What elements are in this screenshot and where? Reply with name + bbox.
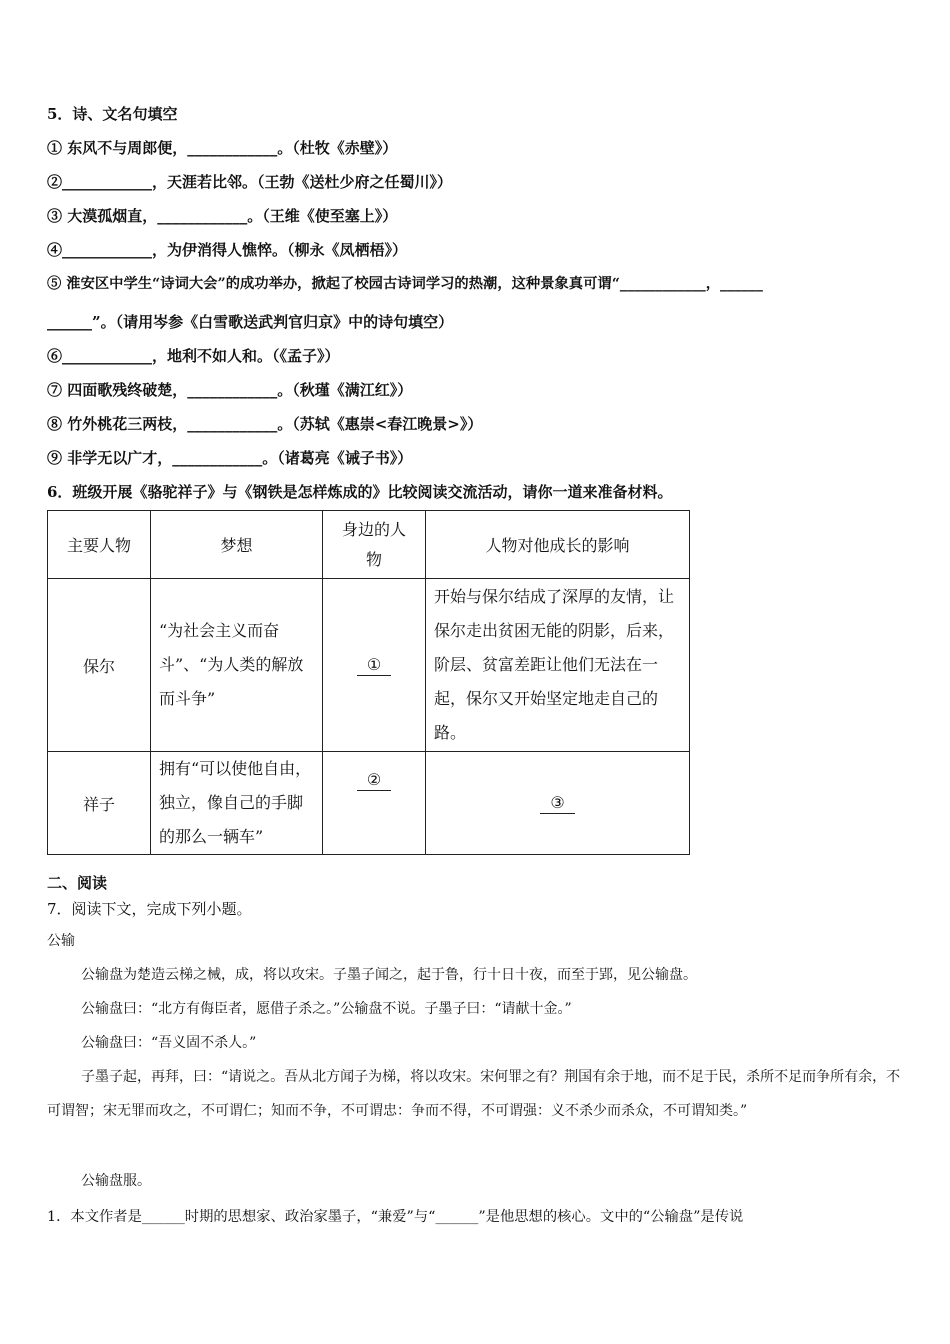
header-companion: 身边的人物	[323, 511, 426, 579]
q5-item-1: ① 东风不与周郎便，____________。（杜牧《赤壁》）	[47, 139, 398, 157]
q5-item-7: ⑦ 四面歌残终破楚，____________。（秋瑾《满江红》）	[47, 381, 413, 399]
q6-heading: 6．班级开展《骆驼祥子》与《钢铁是怎样炼成的》比较阅读交流活动，请你一道来准备材料。	[47, 483, 673, 501]
person-cell: 祥子	[48, 752, 151, 855]
section-heading: 二、阅读	[47, 874, 108, 892]
passage-paragraph: 公输盘服。	[81, 1173, 151, 1189]
companion-cell	[323, 752, 426, 855]
passage-title: 公输	[47, 933, 75, 949]
q5-item-3: ③ 大漠孤烟直，____________。（王维《使至塞上》）	[47, 207, 398, 225]
dream-cell: “为社会主义而奋斗”、“为人类的解放而斗争”	[151, 579, 323, 752]
influence-cell	[426, 752, 690, 855]
q5-item-5: ⑤ 淮安区中学生“诗词大会”的成功举办，掀起了校园古诗词学习的热潮，这种景象真可谓“____________，______	[47, 276, 763, 292]
q5-item-2: ②____________，天涯若比邻。（王勃《送杜少府之任蜀川》）	[47, 173, 453, 191]
passage-paragraph: 公输盘曰：“北方有侮臣者，愿借子杀之。”公输盘不说。子墨子曰：“请献十金。”	[81, 1001, 572, 1017]
passage-paragraph: 公输盘为楚造云梯之械，成，将以攻宋。子墨子闻之，起于鲁，行十日十夜，而至于郢，见公输盘。	[81, 967, 697, 983]
q5-item-8: ⑧ 竹外桃花三两枝，____________。（苏轼《惠崇<春江晚景>》）	[47, 415, 483, 433]
q5-item-4: ④____________，为伊消得人憔悴。（柳永《凤栖梧》）	[47, 241, 408, 259]
blank-mark: ②	[357, 770, 391, 791]
header-person: 主要人物	[48, 511, 151, 579]
q5-item-9: ⑨ 非学无以广才，____________。（诸葛亮《诫子书》）	[47, 449, 413, 467]
passage-paragraph: 公输盘曰：“吾义固不杀人。”	[81, 1035, 257, 1051]
dream-cell: 拥有“可以使他自由，独立，像自己的手脚的那么一辆车”	[151, 752, 323, 855]
blank-mark: ③	[540, 793, 574, 814]
q5-item-5-cont: ______”。（请用岑参《白雪歌送武判官归京》中的诗句填空）	[47, 313, 454, 331]
passage-paragraph: 子墨子起，再拜，曰：“请说之。吾从北方闻子为梯，将以攻宋。宋何罪之有？荆国有余于地，而不足于民，杀所不足而争所有余，不可谓智；宋无罪而攻之，不可谓仁；知而不争，不可谓忠：争而不得，不可谓强：义不杀少而杀众，不可谓知类。”	[47, 1069, 901, 1119]
companion-cell	[323, 579, 426, 752]
sub-question-1: 1．本文作者是______时期的思想家、政治家墨子，“兼爱”与“______”是他思想的核心。文中的“公输盘”是传说	[47, 1209, 744, 1225]
q5-heading: 5．诗、文名句填空	[47, 105, 178, 123]
person-cell: 保尔	[48, 579, 151, 752]
header-influence: 人物对他成长的影响	[426, 511, 690, 579]
q7-heading: 7．阅读下文，完成下列小题。	[47, 900, 252, 918]
table-row	[48, 752, 690, 855]
blank-mark: ①	[357, 655, 391, 676]
table-row	[48, 579, 690, 752]
q5-item-6: ⑥____________，地利不如人和。（《孟子》）	[47, 347, 340, 365]
comparison-table	[47, 510, 690, 855]
influence-cell: 开始与保尔结成了深厚的友情，让保尔走出贫困无能的阴影，后来，阶层、贫富差距让他们无法在一起，保尔又开始坚定地走自己的路。	[426, 579, 690, 752]
header-dream: 梦想	[151, 511, 323, 579]
